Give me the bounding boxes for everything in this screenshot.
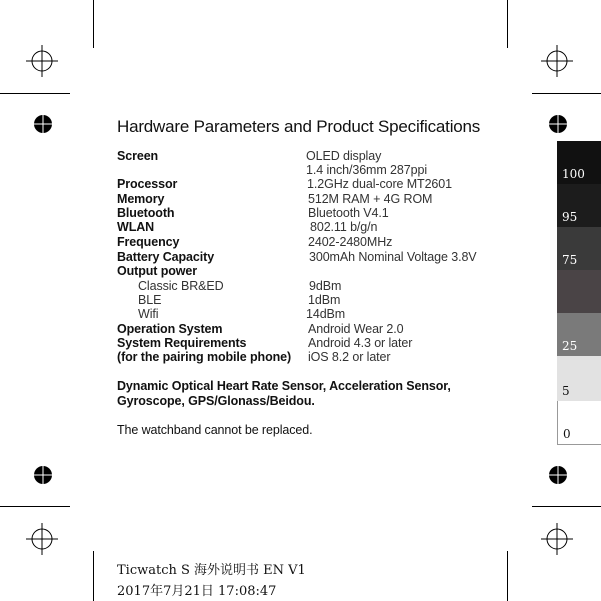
spec-label-classic: Classic BR&ED xyxy=(138,279,224,293)
registration-mark-icon xyxy=(26,45,58,77)
spec-value-ble: 1dBm xyxy=(308,293,341,307)
target-mark-icon xyxy=(547,464,569,486)
crop-mark-bottom-left xyxy=(93,551,94,601)
spec-label-frequency: Frequency xyxy=(117,235,180,249)
crop-mark-right-top xyxy=(532,93,601,94)
spec-value-battery: 300mAh Nominal Voltage 3.8V xyxy=(309,250,477,264)
footer-doc-name: Ticwatch S 海外说明书 EN V1 xyxy=(117,563,306,578)
spec-label-processor: Processor xyxy=(117,177,178,191)
registration-mark-icon xyxy=(541,523,573,555)
crop-mark-left-bottom xyxy=(0,506,70,507)
gray-scale-swatch-5: 5 xyxy=(557,356,601,401)
sensors-line-2: Gyroscope, GPS/Glonass/Beidou. xyxy=(117,394,315,408)
spec-label-battery: Battery Capacity xyxy=(117,250,215,264)
spec-value-screen: OLED display xyxy=(306,149,382,163)
crop-mark-top-right xyxy=(507,0,508,48)
spec-value-os: Android Wear 2.0 xyxy=(308,322,404,336)
gray-scale-swatch-0: 0 xyxy=(557,401,601,445)
spec-label-ble: BLE xyxy=(138,293,162,307)
registration-mark-icon xyxy=(26,523,58,555)
spec-label-pairing: (for the pairing mobile phone) xyxy=(117,350,292,364)
target-mark-icon xyxy=(547,113,569,135)
spec-value-frequency: 2402-2480MHz xyxy=(308,235,393,249)
spec-value-wifi: 14dBm xyxy=(306,307,346,321)
spec-value-processor: 1.2GHz dual-core MT2601 xyxy=(307,177,452,191)
spec-value-classic: 9dBm xyxy=(309,279,342,293)
gray-scale-swatch-95: 95 xyxy=(557,184,601,227)
spec-value-requirements: Android 4.3 or later xyxy=(308,336,413,350)
gray-scale-swatch-100: 100 xyxy=(557,141,601,184)
spec-value-pairing: iOS 8.2 or later xyxy=(308,350,391,364)
target-mark-icon xyxy=(32,113,54,135)
spec-label-bluetooth: Bluetooth xyxy=(117,206,175,220)
spec-label-memory: Memory xyxy=(117,192,165,206)
spec-label-requirements: System Requirements xyxy=(117,336,247,350)
footer-datetime: 2017年7月21日 17:08:47 xyxy=(117,584,277,599)
watchband-note: The watchband cannot be replaced. xyxy=(117,423,313,437)
page-title: Hardware Parameters and Product Specifications xyxy=(117,117,481,136)
spec-value-bluetooth: Bluetooth V4.1 xyxy=(308,206,389,220)
spec-value-screen-size: 1.4 inch/36mm 287ppi xyxy=(306,163,427,177)
spec-label-wifi: Wifi xyxy=(138,307,159,321)
gray-scale-swatch-75: 75 xyxy=(557,227,601,270)
spec-label-output-power: Output power xyxy=(117,264,198,278)
target-mark-icon xyxy=(32,464,54,486)
gray-scale-swatch-25: 25 xyxy=(557,313,601,356)
crop-mark-top-left xyxy=(93,0,94,48)
crop-mark-right-bottom xyxy=(532,506,601,507)
registration-mark-icon xyxy=(541,45,573,77)
spec-label-os: Operation System xyxy=(117,322,223,336)
crop-mark-bottom-right xyxy=(507,551,508,601)
crop-mark-left-top xyxy=(0,93,70,94)
gray-scale-swatch-50 xyxy=(557,270,601,313)
sensors-line-1: Dynamic Optical Heart Rate Sensor, Acceleration Sensor, xyxy=(117,379,451,393)
spec-value-wlan: 802.11 b/g/n xyxy=(310,220,378,234)
spec-label-wlan: WLAN xyxy=(117,220,155,234)
spec-value-memory: 512M RAM + 4G ROM xyxy=(308,192,433,206)
spec-label-screen: Screen xyxy=(117,149,159,163)
